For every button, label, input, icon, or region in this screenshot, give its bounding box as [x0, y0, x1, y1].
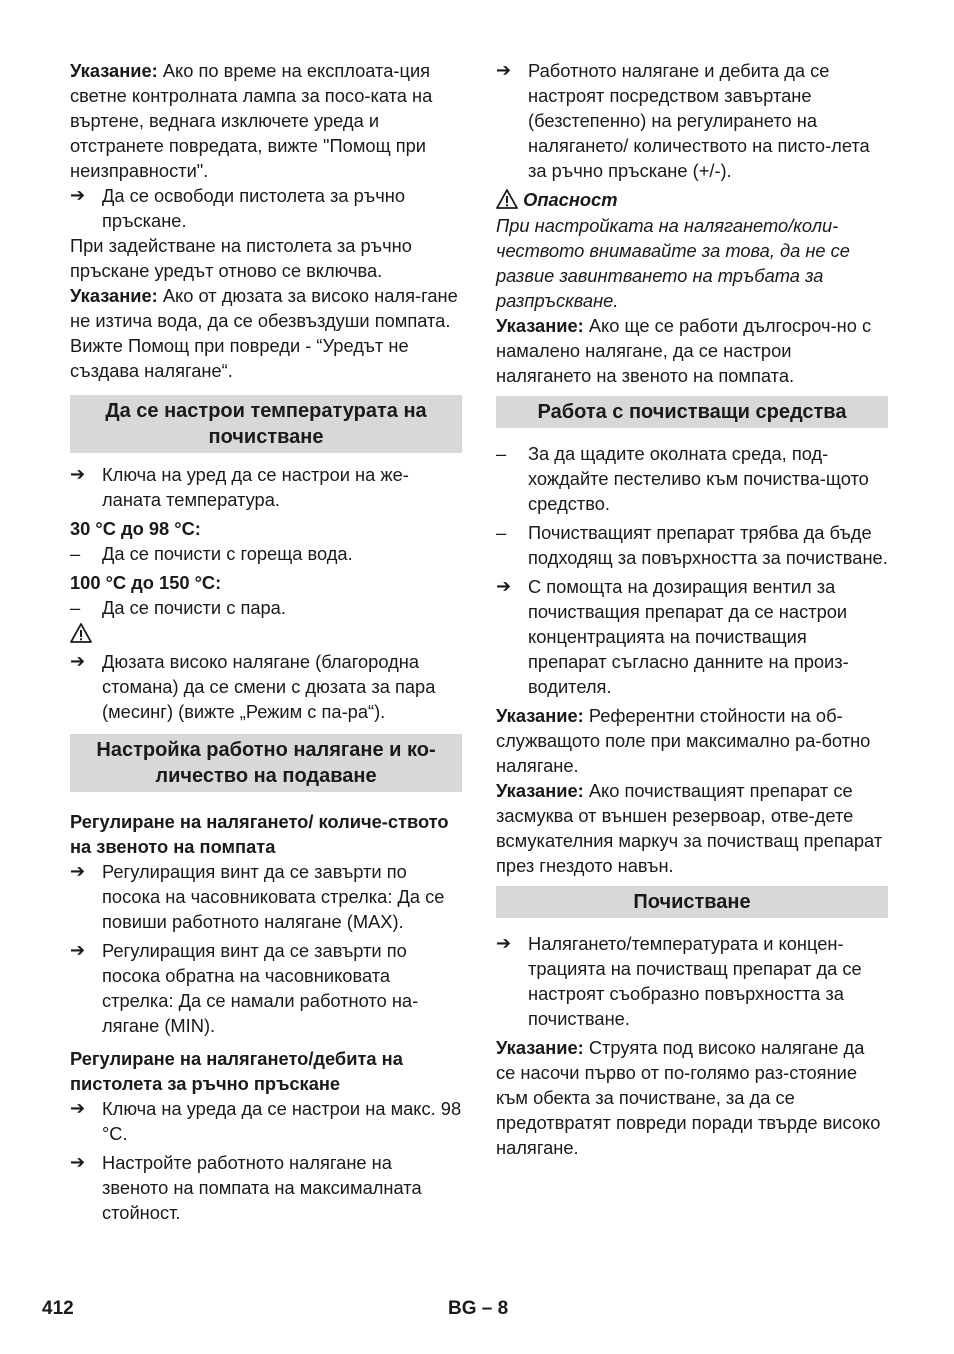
arrow-item — [70, 1096, 462, 1146]
left-column — [70, 58, 462, 1225]
arrow-right-icon: ➔ — [70, 940, 86, 960]
arrow-item-text: С помощта на дозиращия вентил за почистващия препарат да се настрои концентрацията на почистващия препарат съгласно данните на произ-водителя. — [528, 576, 849, 697]
section-heading: Да се настрои температурата на почистване — [70, 395, 462, 453]
arrow-right-icon: ➔ — [70, 651, 86, 671]
section-heading: Почистване — [496, 886, 888, 918]
arrow-right-icon: ➔ — [70, 1098, 86, 1118]
section-heading: Работа с почистващи средства — [496, 396, 888, 428]
arrow-right-icon: ➔ — [70, 861, 86, 881]
arrow-item — [70, 462, 462, 512]
arrow-item-text: Регулиращия винт да се завърти по посока обратна на часовниковата стрелка: Да се намали работното на-лягане (MIN). — [102, 940, 419, 1036]
arrow-item — [70, 859, 462, 934]
section-label: BG – 8 — [448, 1298, 509, 1319]
dash-item — [70, 595, 462, 620]
note-paragraph — [496, 313, 888, 388]
arrow-item — [496, 574, 888, 699]
arrow-right-icon: ➔ — [70, 464, 86, 484]
arrow-right-icon: ➔ — [496, 933, 512, 953]
warning-triangle-icon — [496, 189, 518, 209]
subheading: Регулиране на налягането/дебита на пистолета за ръчно пръскане — [70, 1048, 403, 1094]
dash-item-text: Да се почисти с пара. — [102, 597, 286, 618]
arrow-item — [70, 183, 462, 233]
note-label: Указание: — [496, 780, 584, 801]
dash-marker: – — [496, 522, 507, 543]
subheading: Регулиране на налягането/ количе-ството на звеното на помпата — [70, 811, 449, 857]
arrow-right-icon: ➔ — [70, 185, 86, 205]
paragraph: При задействане на пистолета за ръчно пръскане уредът отново се включва. — [70, 235, 412, 281]
section-heading: Настройка работно налягане и ко-личество на подаване — [70, 734, 462, 792]
note-label: Указание: — [496, 1037, 584, 1058]
dash-item-text: За да щадите околната среда, под-хождайте пестеливо към почиства-щото средство. — [528, 443, 869, 514]
note-text: Ако ще се работи дългосроч-но с намалено налягане, да се настрои налягането на звеното на помпата. — [496, 315, 872, 386]
note-paragraph — [496, 778, 888, 878]
subheading: 30 °C до 98 °C: — [70, 518, 201, 539]
arrow-item-text: Да се освободи пистолета за ръчно пръскане. — [102, 185, 406, 231]
note-label: Указание: — [496, 705, 584, 726]
arrow-item — [70, 938, 462, 1038]
page-number: 412 — [42, 1298, 74, 1319]
dash-item-text: Да се почисти с гореща вода. — [102, 543, 353, 564]
arrow-item-text: Регулиращия винт да се завърти по посока на часовниковата стрелка: Да се повиши работното налягане (MAX). — [102, 861, 445, 932]
warning-row — [70, 620, 462, 649]
dash-item-text: Почистващият препарат трябва да бъде подходящ за повърхността за почистване. — [528, 522, 888, 568]
arrow-item-text: Налягането/температурата и концен-трацията на почистващ препарат да се настроят съобразно повърхността за почистване. — [528, 933, 862, 1029]
note-label: Указание: — [70, 285, 158, 306]
arrow-item-text: Дюзата високо налягане (благородна стомана) да се смени с дюзата за пара (месинг) (вижте „Режим с па-ра“). — [102, 651, 436, 722]
dash-item — [70, 541, 462, 566]
arrow-item — [70, 649, 462, 724]
dash-marker: – — [70, 597, 81, 618]
arrow-item — [70, 1150, 462, 1225]
arrow-right-icon: ➔ — [496, 60, 512, 80]
arrow-item — [496, 58, 888, 183]
arrow-item-text: Ключа на уред да се настрои на же-ланата температура. — [102, 464, 409, 510]
note-label: Указание: — [496, 315, 584, 336]
arrow-item — [496, 931, 888, 1031]
note-text: Ако по време на експлоата-ция светне контролната лампа за посо-ката на въртене, веднага изключете уреда и отстранете повредата, вижте "Помощ при неизправности". — [70, 60, 433, 181]
dash-marker: – — [496, 443, 507, 464]
right-column — [496, 58, 888, 1160]
dash-item — [496, 520, 888, 570]
note-text: Референтни стойности на об-служващото поле при максимално ра-ботно налягане. — [496, 705, 871, 776]
note-text: Ако почистващият препарат се засмуква от външен резервоар, отве-дете всмукателния маркуч за почистващ препарат през гнездото навън. — [496, 780, 883, 876]
note-paragraph — [496, 1035, 888, 1160]
note-paragraph — [496, 703, 888, 778]
danger-heading — [496, 187, 888, 213]
dash-item — [496, 441, 888, 516]
danger-label: Опасност — [523, 189, 618, 210]
arrow-item-text: Работното налягане и дебита да се настроят посредством завъртане (безстепенно) на регулирането на налягането/ количеството на писто-лета за ръчно пръскане (+/-). — [528, 60, 870, 181]
arrow-right-icon: ➔ — [496, 576, 512, 596]
note-text: Струята под високо налягане да се насочи първо от по-голямо раз-стояние към обекта за почистване, за да се предотвратят повреди поради твърде високо налягане. — [496, 1037, 881, 1158]
arrow-item-text: Ключа на уреда да се настрои на макс. 98 °C. — [102, 1098, 462, 1144]
note-paragraph — [70, 283, 462, 383]
note-paragraph — [70, 58, 462, 183]
danger-text: При настройката на налягането/коли-чеството внимавайте за това, да не се развие завинтването на тръбата за разпръскване. — [496, 215, 850, 311]
arrow-item-text: Настройте работното налягане на звеното на помпата на максималната стойност. — [102, 1152, 422, 1223]
note-label: Указание: — [70, 60, 158, 81]
note-text: Ако от дюзата за високо наля-гане не изтича вода, да се обезвъздуши помпата. Вижте Помощ при повреди - “Уредът не създава налягане“. — [70, 285, 458, 381]
dash-marker: – — [70, 543, 81, 564]
warning-triangle-icon — [70, 623, 92, 643]
arrow-right-icon: ➔ — [70, 1152, 86, 1172]
subheading: 100 °C до 150 °C: — [70, 572, 222, 593]
